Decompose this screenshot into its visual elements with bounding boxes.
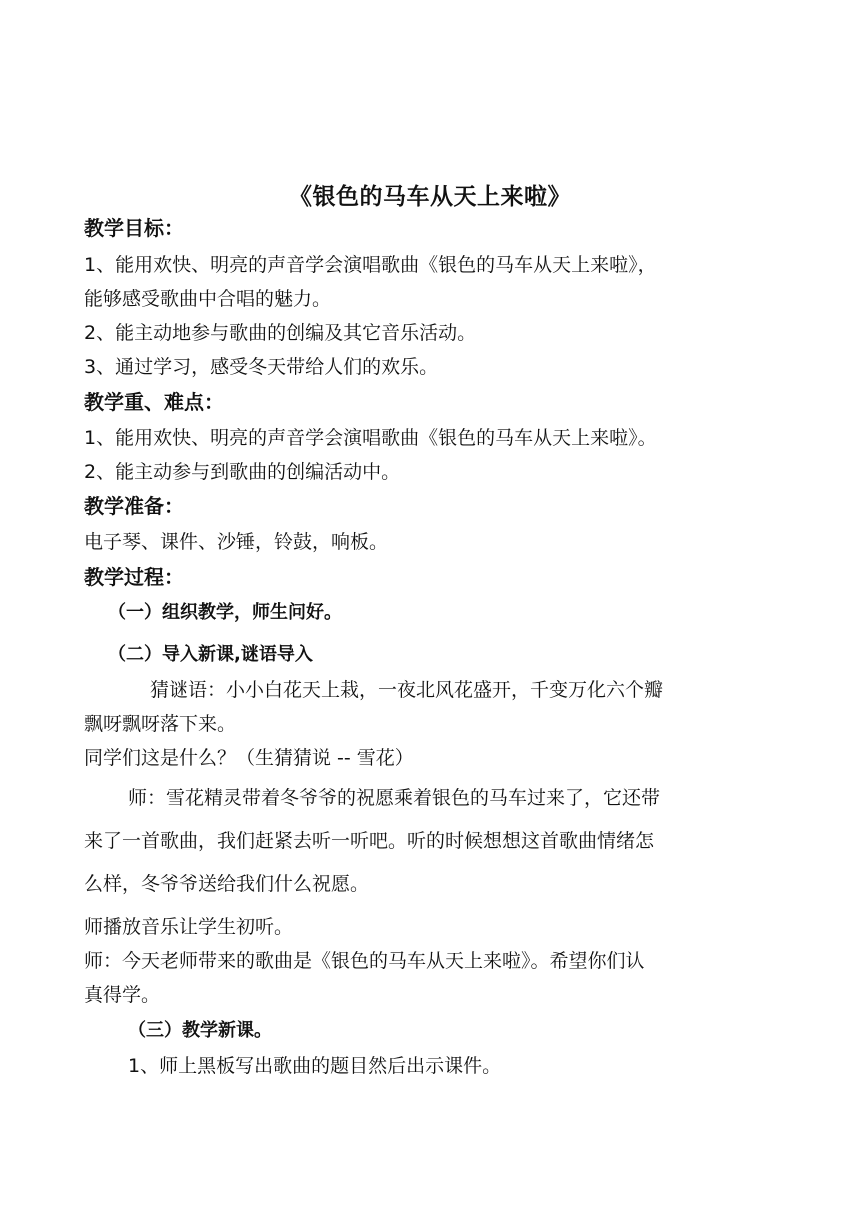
teacher-speech-2-line-2: 真得学。 bbox=[84, 984, 161, 1006]
teacher-speech-1-line-2: 来了一首歌曲，我们赶紧去听一听吧。听的时候想想这首歌曲情绪怎 bbox=[84, 830, 655, 852]
process-step-2: （二）导入新课,谜语导入 bbox=[108, 644, 313, 665]
document-title: 《银色的马车从天上来啦》 bbox=[289, 184, 571, 210]
process-step-1: （一）组织教学，师生问好。 bbox=[108, 602, 342, 623]
teacher-speech-2-line-1: 师：今天老师带来的歌曲是《银色的马车从天上来啦》。希望你们认 bbox=[84, 950, 645, 972]
riddle-question: 同学们这是什么？（生猜猜说 -- 雪花） bbox=[84, 747, 414, 769]
preparation-items: 电子琴、课件、沙锤，铃鼓，响板。 bbox=[84, 531, 389, 553]
objective-2: 2、能主动地参与歌曲的创编及其它音乐活动。 bbox=[84, 322, 477, 344]
step-3-item-1: 1、师上黑板写出歌曲的题目然后出示课件。 bbox=[128, 1055, 502, 1077]
process-heading: 教学过程： bbox=[84, 565, 184, 589]
key-point-2: 2、能主动参与到歌曲的创编活动中。 bbox=[84, 461, 401, 483]
key-point-1: 1、能用欢快、明亮的声音学会演唱歌曲《银色的马车从天上来啦》。 bbox=[84, 427, 657, 449]
objective-3: 3、通过学习，感受冬天带给人们的欢乐。 bbox=[84, 356, 439, 378]
riddle-line-1: 猜谜语：小小白花天上栽，一夜北风花盛开，千变万化六个瓣 bbox=[150, 679, 664, 701]
objective-1-line-1: 1、能用欢快、明亮的声音学会演唱歌曲《银色的马车从天上来啦》， bbox=[84, 254, 657, 276]
riddle-line-2: 飘呀飘呀落下来。 bbox=[84, 713, 237, 735]
key-points-heading: 教学重、难点： bbox=[84, 390, 224, 414]
play-music-text: 师播放音乐让学生初听。 bbox=[84, 916, 294, 938]
objectives-heading: 教学目标： bbox=[84, 216, 184, 240]
process-step-3: （三）教学新课。 bbox=[128, 1020, 272, 1041]
teacher-speech-1-line-1: 师：雪花精灵带着冬爷爷的祝愿乘着银色的马车过来了，它还带 bbox=[128, 787, 661, 809]
objective-1-line-2: 能够感受歌曲中合唱的魅力。 bbox=[84, 288, 332, 310]
teacher-speech-1-line-3: 么样，冬爷爷送给我们什么祝愿。 bbox=[84, 873, 370, 895]
preparation-heading: 教学准备： bbox=[84, 494, 184, 518]
